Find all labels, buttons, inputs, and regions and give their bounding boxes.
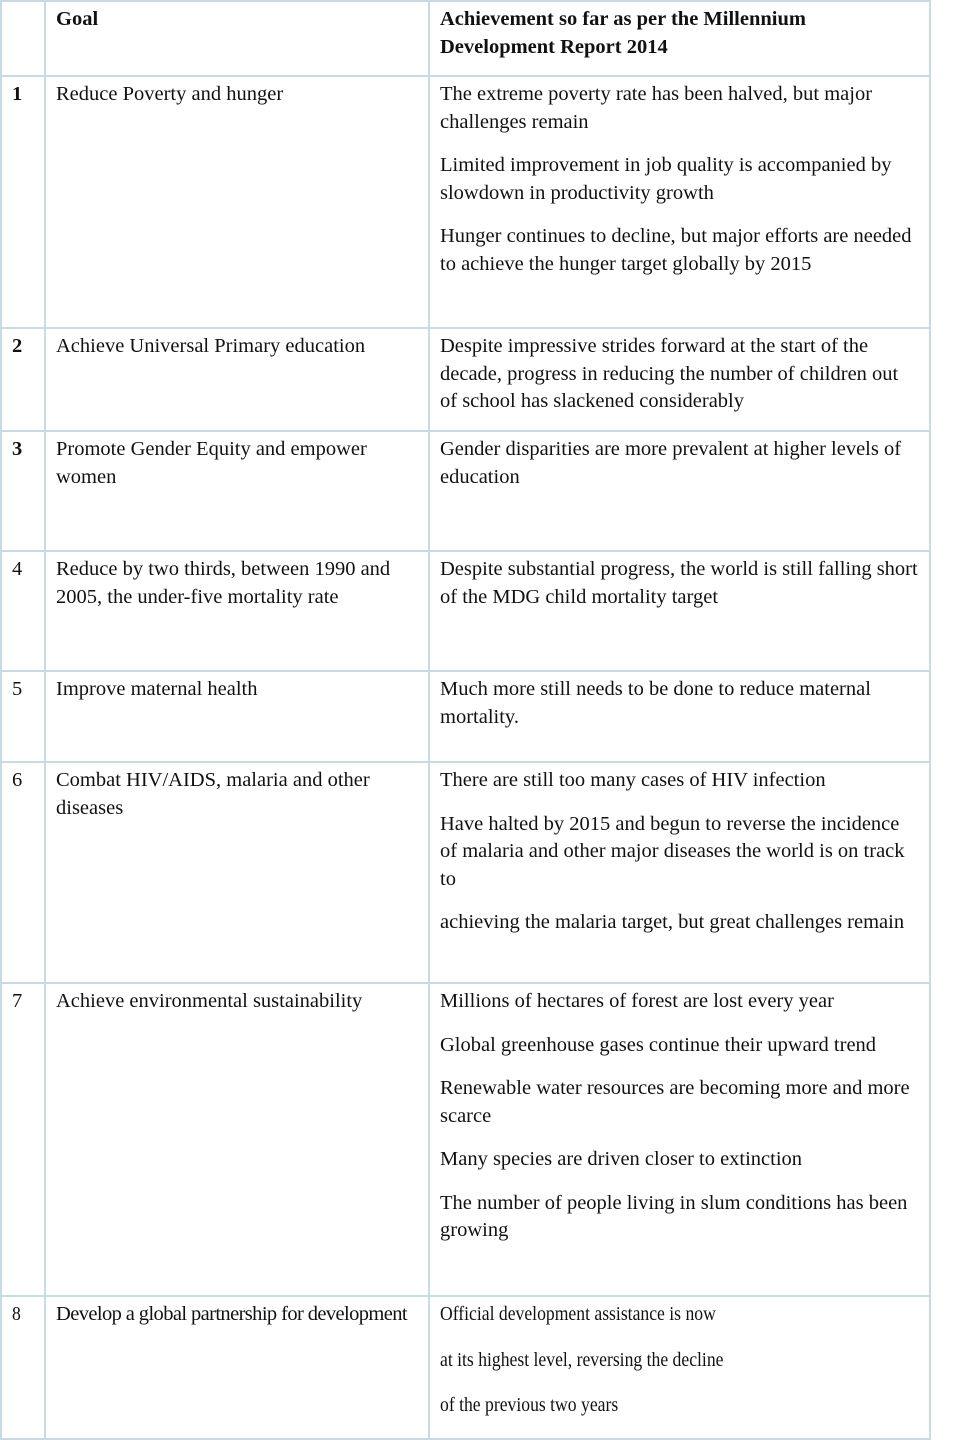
goal-text: Promote Gender Equity and empower women [45,431,429,551]
header-goal: Goal [45,1,429,76]
goal-number: 6 [1,762,45,983]
goal-number-text: 8 [12,1303,21,1325]
achievement-item: Much more still needs to be done to reduce maternal mortality. [440,678,871,728]
goal-text: Reduce by two thirds, between 1990 and 2005, the under-five mortality rate [45,551,429,671]
goal-number: 5 [1,671,45,762]
table-row [1,1296,930,1439]
goal-text-value: Develop a global partnership for development [56,1303,408,1325]
achievement-cell [429,431,930,551]
header-achievement: Achievement so far as per the Millennium Development Report 2014 [429,1,930,76]
achievement-text: Official development assistance is now [440,1303,716,1325]
achievement-item: Despite substantial progress, the world is still falling short of the MDG child mortality target [440,558,918,608]
achievement-cell [429,551,930,671]
achievement-cell [429,671,930,762]
table-row [1,762,930,983]
goal-number: 1 [1,76,45,328]
achievement-item: The number of people living in slum conditions has been growing [440,1191,908,1241]
header-number-cell [1,1,45,76]
table-row [1,431,930,551]
achievement-item: Gender disparities are more prevalent at higher levels of education [440,438,902,488]
achievement-text: at its highest level, reversing the decline [440,1348,724,1371]
goal-number [1,1296,45,1439]
achievement-item: Global greenhouse gases continue their upward trend [440,1033,877,1056]
achievement-item: achieving the malaria target, but great challenges remain [440,911,905,933]
achievement-item [440,1301,919,1329]
table-row [1,328,930,431]
achievement-item: Hunger continues to decline, but major efforts are needed to achieve the hunger target globally by 2015 [440,225,912,275]
achievement-cell [429,1296,930,1439]
achievement-item: The extreme poverty rate has been halved, but major challenges remain [440,83,873,133]
table-row [1,76,930,328]
achievement-item [440,1392,919,1420]
achievement-item: There are still too many cases of HIV infection [440,769,826,791]
achievement-cell [429,983,930,1296]
table-row [1,671,930,762]
achievement-item: Millions of hectares of forest are lost every year [440,990,834,1012]
achievement-cell [429,762,930,983]
achievement-cell [429,76,930,328]
goal-text: Improve maternal health [45,671,429,762]
goal-number: 3 [1,431,45,551]
goal-number: 7 [1,983,45,1296]
table-row [1,983,930,1296]
achievement-item: Have halted by 2015 and begun to reverse the incidence of malaria and other major diseases the world is on track to [440,812,905,890]
goal-text: Achieve Universal Primary education [45,328,429,431]
goal-text: Reduce Poverty and hunger [45,76,429,328]
achievement-cell [429,328,930,431]
achievement-item [440,1347,919,1375]
achievement-item: Many species are driven closer to extinction [440,1148,803,1170]
achievement-item: Despite impressive strides forward at the start of the decade, progress in reducing the number of children out of school has slackened considerably [440,335,899,412]
goal-text: Combat HIV/AIDS, malaria and other diseases [45,762,429,983]
goal-text [45,1296,429,1439]
achievement-text: of the previous two years [440,1394,619,1416]
achievement-item: Renewable water resources are becoming more and more scarce [440,1077,910,1127]
achievement-item: Limited improvement in job quality is accompanied by slowdown in productivity growth [440,154,892,204]
header-row [1,1,930,76]
goal-text: Achieve environmental sustainability [45,983,429,1296]
goal-number: 4 [1,551,45,671]
goal-number: 2 [1,328,45,431]
table-row [1,551,930,671]
